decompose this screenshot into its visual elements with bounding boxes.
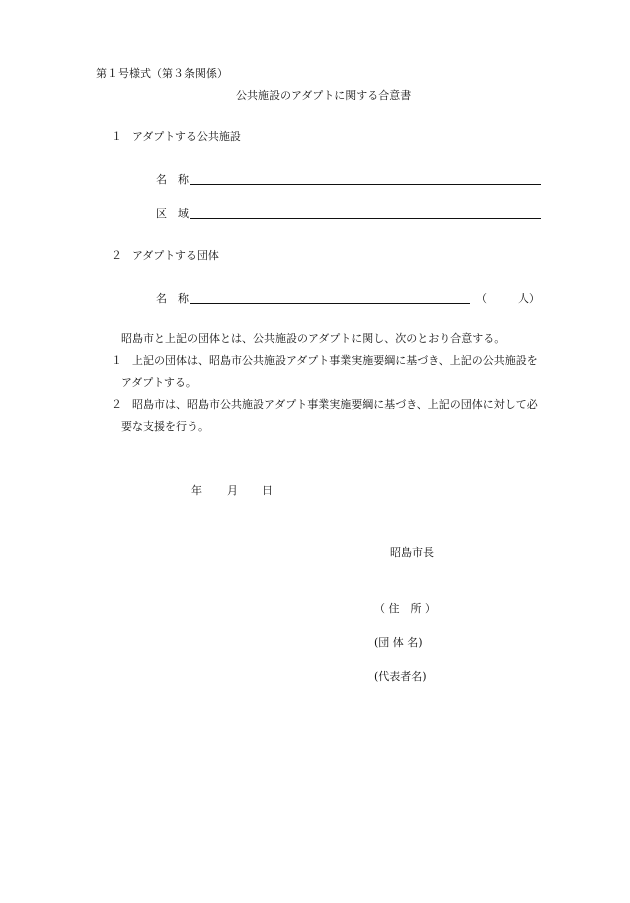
member-count-open: （	[476, 292, 487, 305]
facility-area-label: 区 域	[156, 207, 189, 220]
representative-label: (代表者名)	[374, 670, 427, 683]
facility-name-line[interactable]	[190, 184, 541, 185]
date-day: 日	[262, 484, 273, 497]
member-count-unit: 人）	[518, 292, 540, 305]
agreement-item1-number: １	[111, 354, 122, 367]
group-name-label: 名 称	[156, 292, 189, 305]
agreement-item2-line2: 要な支援を行う。	[121, 420, 209, 433]
section1-title: アダプトする公共施設	[132, 130, 241, 143]
group-name-signature-label: (団 体 名)	[374, 636, 423, 649]
agreement-item2-number: ２	[111, 398, 122, 411]
address-label: （ 住 所 ）	[374, 602, 436, 615]
agreement-item1-line1: 上記の団体は、昭島市公共施設アダプト事業実施要綱に基づき、上記の公共施設を	[132, 354, 538, 367]
agreement-item1-line2: アダプトする。	[121, 376, 197, 389]
facility-name-label: 名 称	[156, 173, 189, 186]
date-month: 月	[227, 484, 238, 497]
group-name-line[interactable]	[190, 303, 470, 304]
section1-number: １	[111, 130, 122, 143]
section2-title: アダプトする団体	[132, 249, 219, 262]
facility-area-line[interactable]	[190, 218, 541, 219]
agreement-intro: 昭島市と上記の団体とは、公共施設のアダプトに関し、次のとおり合意する。	[121, 332, 506, 345]
mayor-signature: 昭島市長	[390, 546, 434, 559]
date-year: 年	[191, 484, 202, 497]
form-number: 第１号様式（第３条関係）	[96, 67, 228, 80]
document-title: 公共施設のアダプトに関する合意書	[236, 89, 412, 102]
agreement-item2-line1: 昭島市は、昭島市公共施設アダプト事業実施要綱に基づき、上記の団体に対して必	[132, 398, 538, 411]
section2-number: ２	[111, 249, 122, 262]
